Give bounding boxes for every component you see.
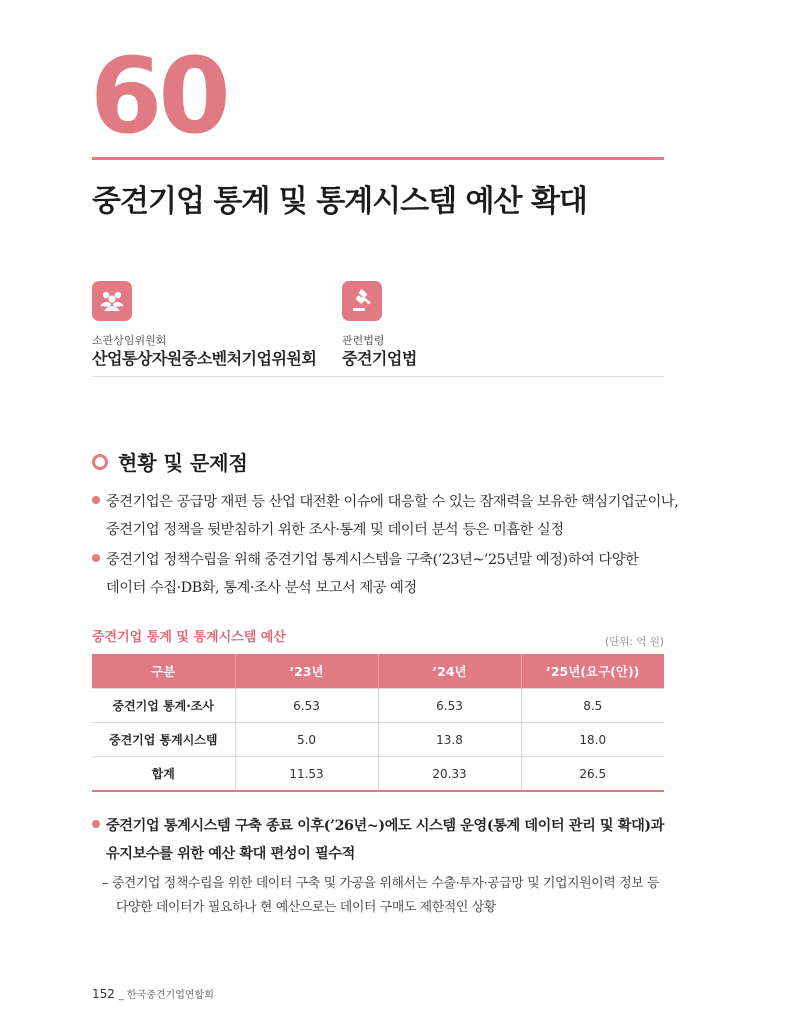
bullet-text-line: 중견기업은 공급망 재편 등 산업 대전환 이슈에 대응할 수 있는 잠재력을 보유한 핵심기업군이나, — [106, 494, 679, 510]
bullet-text-line: 유지보수를 위한 예산 확대 편성이 필수적 — [106, 846, 355, 862]
table-cell: 6.53 — [235, 689, 378, 723]
bullet-text-line: 데이터 수집·DB화, 통계·조사 분석 보고서 제공 예정 — [106, 580, 417, 596]
table-cell: 8.5 — [521, 689, 664, 723]
table-cell: 18.0 — [521, 723, 664, 757]
bullet-dot-icon — [92, 820, 100, 828]
table-cell: 합계 — [92, 757, 235, 792]
table-cell: 5.0 — [235, 723, 378, 757]
table-row — [92, 689, 664, 723]
table-cell: 6.53 — [378, 689, 521, 723]
bullet-text-line: 중견기업 정책수립을 위해 중견기업 통계시스템을 구축(’23년~’25년말 예정)하여 다양한 — [106, 552, 639, 568]
section-ring-icon — [92, 454, 108, 470]
budget-table — [92, 654, 664, 792]
table-caption: 중견기업 통계 및 통계시스템 예산 — [92, 630, 286, 645]
list-item — [92, 812, 666, 868]
title-rule — [92, 157, 664, 160]
sub-item-text-line: – 중견기업 정책수립을 위한 데이터 구축 및 가공을 위해서는 수출·투자·공급망 및 기업지원이력 정보 등 — [102, 876, 660, 891]
sub-item-text-line: 다양한 데이터가 필요하나 현 예산으로는 데이터 구매도 제한적인 상황 — [116, 900, 496, 915]
list-item — [92, 488, 679, 544]
committee-value: 산업통상자원중소벤처기업위원회 — [92, 349, 317, 368]
table-unit: (단위: 억 원) — [605, 636, 664, 648]
table-cell: 20.33 — [378, 757, 521, 792]
table-cell: 중견기업 통계시스템 — [92, 723, 235, 757]
people-group-icon — [92, 281, 132, 321]
footer-page-number: 152 — [92, 987, 115, 1001]
law-value: 중견기업법 — [342, 349, 417, 368]
sub-list-item — [102, 872, 666, 920]
bullet-text-line: 중견기업 통계시스템 구축 종료 이후(’26년~)에도 시스템 운영(통계 데이터 관리 및 확대)과 — [106, 818, 664, 834]
table-header: 구분 — [92, 654, 235, 689]
table-cell: 중견기업 통계·조사 — [92, 689, 235, 723]
law-label: 관련법령 — [342, 334, 385, 347]
meta-divider — [92, 376, 664, 377]
committee-label: 소관상임위원회 — [92, 334, 167, 347]
table-row — [92, 757, 664, 792]
section-title: 현황 및 문제점 — [118, 451, 248, 475]
page-title: 중견기업 통계 및 통계시스템 예산 확대 — [92, 184, 587, 219]
page-number-badge: 60 — [90, 35, 227, 157]
footer-org: _ 한국중견기업연합회 — [118, 990, 214, 1001]
page-footer — [92, 986, 214, 1001]
table-row — [92, 723, 664, 757]
table-cell: 11.53 — [235, 757, 378, 792]
gavel-icon — [342, 281, 382, 321]
table-header: ’24년 — [378, 654, 521, 689]
bullet-dot-icon — [92, 554, 100, 562]
list-item — [92, 546, 666, 602]
section-header — [92, 447, 248, 476]
table-header-row — [92, 654, 664, 689]
table-header: ’25년(요구(안)) — [521, 654, 664, 689]
table-cell: 13.8 — [378, 723, 521, 757]
table-cell: 26.5 — [521, 757, 664, 792]
bullet-text-line: 중견기업 정책을 뒷받침하기 위한 조사·통계 및 데이터 분석 등은 미흡한 실정 — [106, 522, 564, 538]
table-header: ’23년 — [235, 654, 378, 689]
bullet-dot-icon — [92, 496, 100, 504]
